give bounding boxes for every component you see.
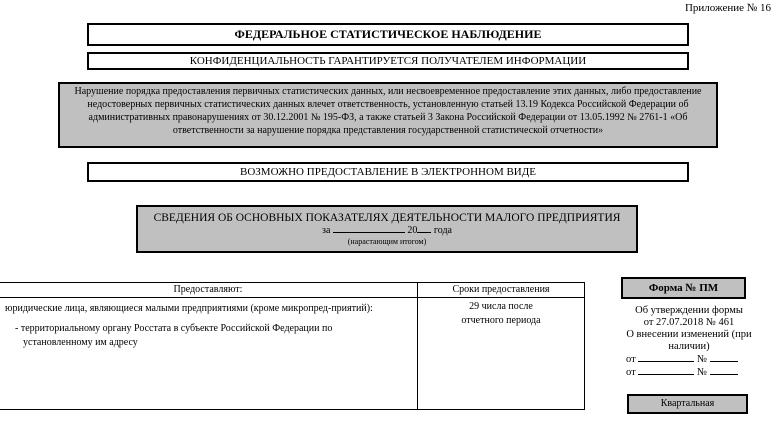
confidentiality-banner: КОНФИДЕНЦИАЛЬНОСТЬ ГАРАНТИРУЕТСЯ ПОЛУЧАТЕЛЕМ ИНФОРМАЦИИ	[87, 52, 689, 70]
providers-table	[0, 282, 585, 410]
appendix-label: Приложение № 16	[684, 2, 771, 14]
approved-label: Об утверждении формы	[635, 305, 743, 316]
periodicity-box: Квартальная	[627, 394, 748, 414]
provider-main-text: юридические лица, являющиеся малыми предприятиями (кроме микропред-приятий):	[5, 303, 373, 314]
date-blank	[638, 361, 694, 362]
electronic-submission-banner: ВОЗМОЖНО ПРЕДОСТАВЛЕНИЕ В ЭЛЕКТРОННОМ ВИДЕ	[87, 162, 689, 182]
date-blank	[638, 374, 694, 375]
period-prefix: за	[322, 225, 331, 236]
amendment-ref-line-2	[604, 366, 774, 379]
amendments-label: О внесении изменений (при наличии)	[626, 329, 752, 352]
column-header-providers: Предоставляют:	[0, 283, 418, 298]
deadline-cell	[418, 298, 585, 410]
report-title: СВЕДЕНИЯ ОБ ОСНОВНЫХ ПОКАЗАТЕЛЯХ ДЕЯТЕЛЬНОСТИ МАЛОГО ПРЕДПРИЯТИЯ	[153, 212, 621, 224]
number-blank	[710, 374, 738, 375]
report-title-box	[136, 205, 638, 253]
year-blank	[417, 232, 431, 233]
year-prefix: 20	[407, 225, 418, 236]
number-label: №	[696, 367, 707, 378]
from-label: от	[626, 354, 636, 365]
approval-block	[604, 305, 774, 379]
number-label: №	[696, 354, 707, 365]
providers-cell	[0, 298, 418, 410]
report-period-line	[138, 225, 636, 237]
table-header-row	[0, 283, 585, 298]
table-row	[0, 298, 585, 410]
amendment-ref-line-1	[604, 353, 774, 366]
form-number-box: Форма № ПМ	[621, 277, 746, 299]
period-blank	[333, 232, 405, 233]
violation-notice: Нарушение порядка предоставления первичных статистических данных, или несвоевременное предоставление этих данных, либо предоставление недостоверных первичных статистических данных влечет ответственность, установленную статьей 13.19 Кодекса Российской Федерации об административных правонарушениях от 30.12.2001 № 195-ФЗ, а также статьей 3 Закона Российской Федерации от 13.05.1992 № 2761-1 «Об ответственности за нарушение порядка представления государственной статистической отчетности»	[58, 82, 718, 148]
year-suffix: года	[433, 225, 452, 236]
approved-ref: от 27.07.2018 № 461	[643, 317, 735, 328]
deadline-line-1: 29 числа после	[469, 301, 533, 312]
column-header-deadlines: Сроки предоставления	[418, 283, 585, 298]
provider-sub-text: - территориальному органу Росстата в субъекте Российской Федерации по установленному им адресу	[15, 323, 333, 348]
from-label: от	[626, 367, 636, 378]
deadline-line-2: отчетного периода	[461, 315, 541, 326]
number-blank	[710, 361, 738, 362]
federal-observation-title: ФЕДЕРАЛЬНОЕ СТАТИСТИЧЕСКОЕ НАБЛЮДЕНИЕ	[87, 23, 689, 46]
cumulative-note: (нарастающим итогом)	[347, 237, 427, 246]
